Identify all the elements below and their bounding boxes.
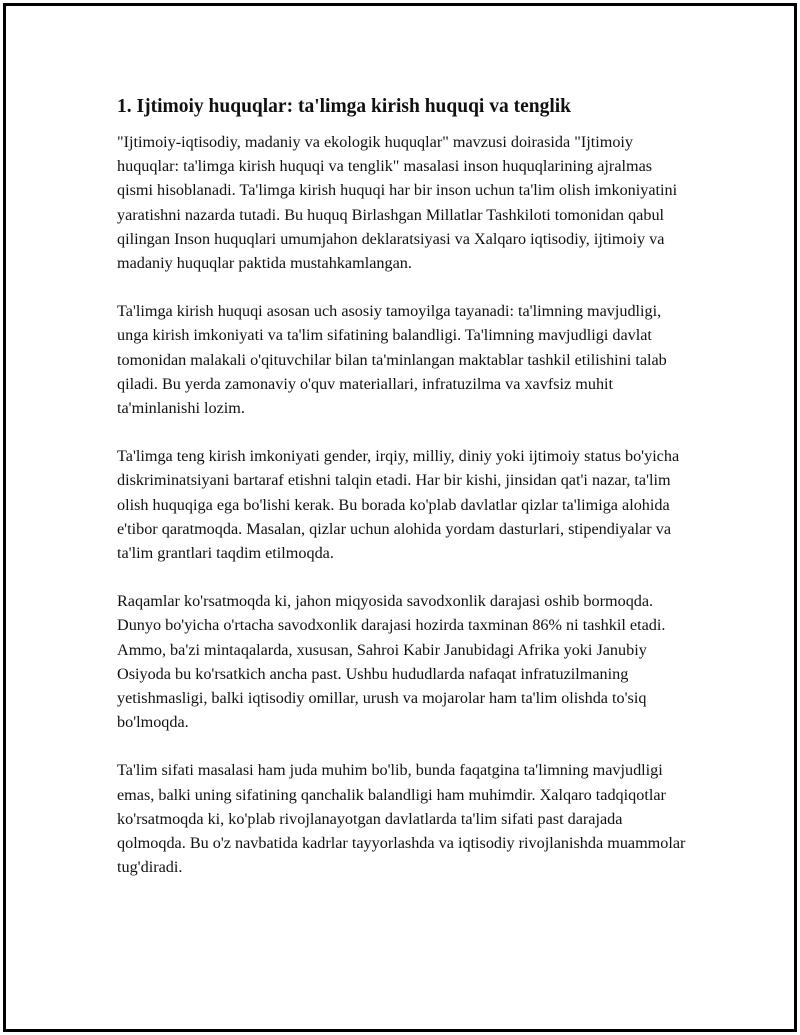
paragraph-4: Raqamlar ko'rsatmoqda ki, jahon miqyosida savodxonlik darajasi oshib bormoqda. Dunyo bo'yicha o'rtacha savodxonlik darajasi hozirda taxminan 86% ni tashkil etadi. Ammo, ba'zi mintaqalarda, xususan, Sahroi Kabir Janubidagi Afrika yoki Janubiy Osiyoda bu ko'rsatkich ancha past. Ushbu hududlarda nafaqat infratuzilmaning yetishmasligi, balki iqtisodiy omillar, urush va mojarolar ham ta'lim olishda to'siq bo'lmoqda. [117, 592, 666, 732]
document-title: 1. Ijtimoiy huquqlar: ta'limga kirish huquqi va tenglik [117, 96, 572, 117]
paragraph-2: Ta'limga kirish huquqi asosan uch asosiy tamoyilga tayanadi: ta'limning mavjudligi, unga kirish imkoniyati va ta'lim sifatining balandligi. Ta'limning mavjudligi davlat tomonidan malakali o'qituvchilar bilan ta'minlangan maktablar tashkil etilishini talab qiladi. Bu yerda zamonaviy o'quv materiallari, infratuzilma va xavfsiz muhit ta'minlanishi lozim. [117, 302, 667, 418]
paragraph-3: Ta'limga teng kirish imkoniyati gender, irqiy, milliy, diniy yoki ijtimoiy status bo'yicha diskriminatsiyani bartaraf etishni talqin etadi. Har bir kishi, jinsidan qat'i nazar, ta'lim olish huquqiga ega bo'lishi kerak. Bu borada ko'plab davlatlar qizlar ta'limiga alohida e'tibor qaratmoqda. Masalan, qizlar uchun alohida yordam dasturlari, stipendiyalar va ta'lim grantlari taqdim etilmoqda. [117, 447, 680, 563]
document-body [117, 93, 692, 879]
paragraph-5: Ta'lim sifati masalasi ham juda muhim bo'lib, bunda faqatgina ta'limning mavjudligi emas, balki uning sifatining qanchalik balandligi ham muhimdir. Xalqaro tadqiqotlar ko'rsatmoqda ki, ko'plab rivojlanayotgan davlatlarda ta'lim sifati past darajada qolmoqda. Bu o'z navbatida kadrlar tayyorlashda va iqtisodiy rivojlanishda muammolar tug'diradi. [117, 761, 686, 877]
paragraph-1: "Ijtimoiy-iqtisodiy, madaniy va ekologik huquqlar" mavzusi doirasida "Ijtimoiy huquqlar: ta'limga kirish huquqi va tenglik" masalasi inson huquqlarining ajralmas qismi hisoblanadi. Ta'limga kirish huquqi har bir inson uchun ta'lim olish imkoniyatini yaratishni nazarda tutadi. Bu huquq Birlashgan Millatlar Tashkiloti tomonidan qabul qilingan Inson huquqlari umumjahon deklaratsiyasi va Xalqaro iqtisodiy, ijtimoiy va madaniy huquqlar paktida mustahkamlangan. [117, 133, 678, 273]
